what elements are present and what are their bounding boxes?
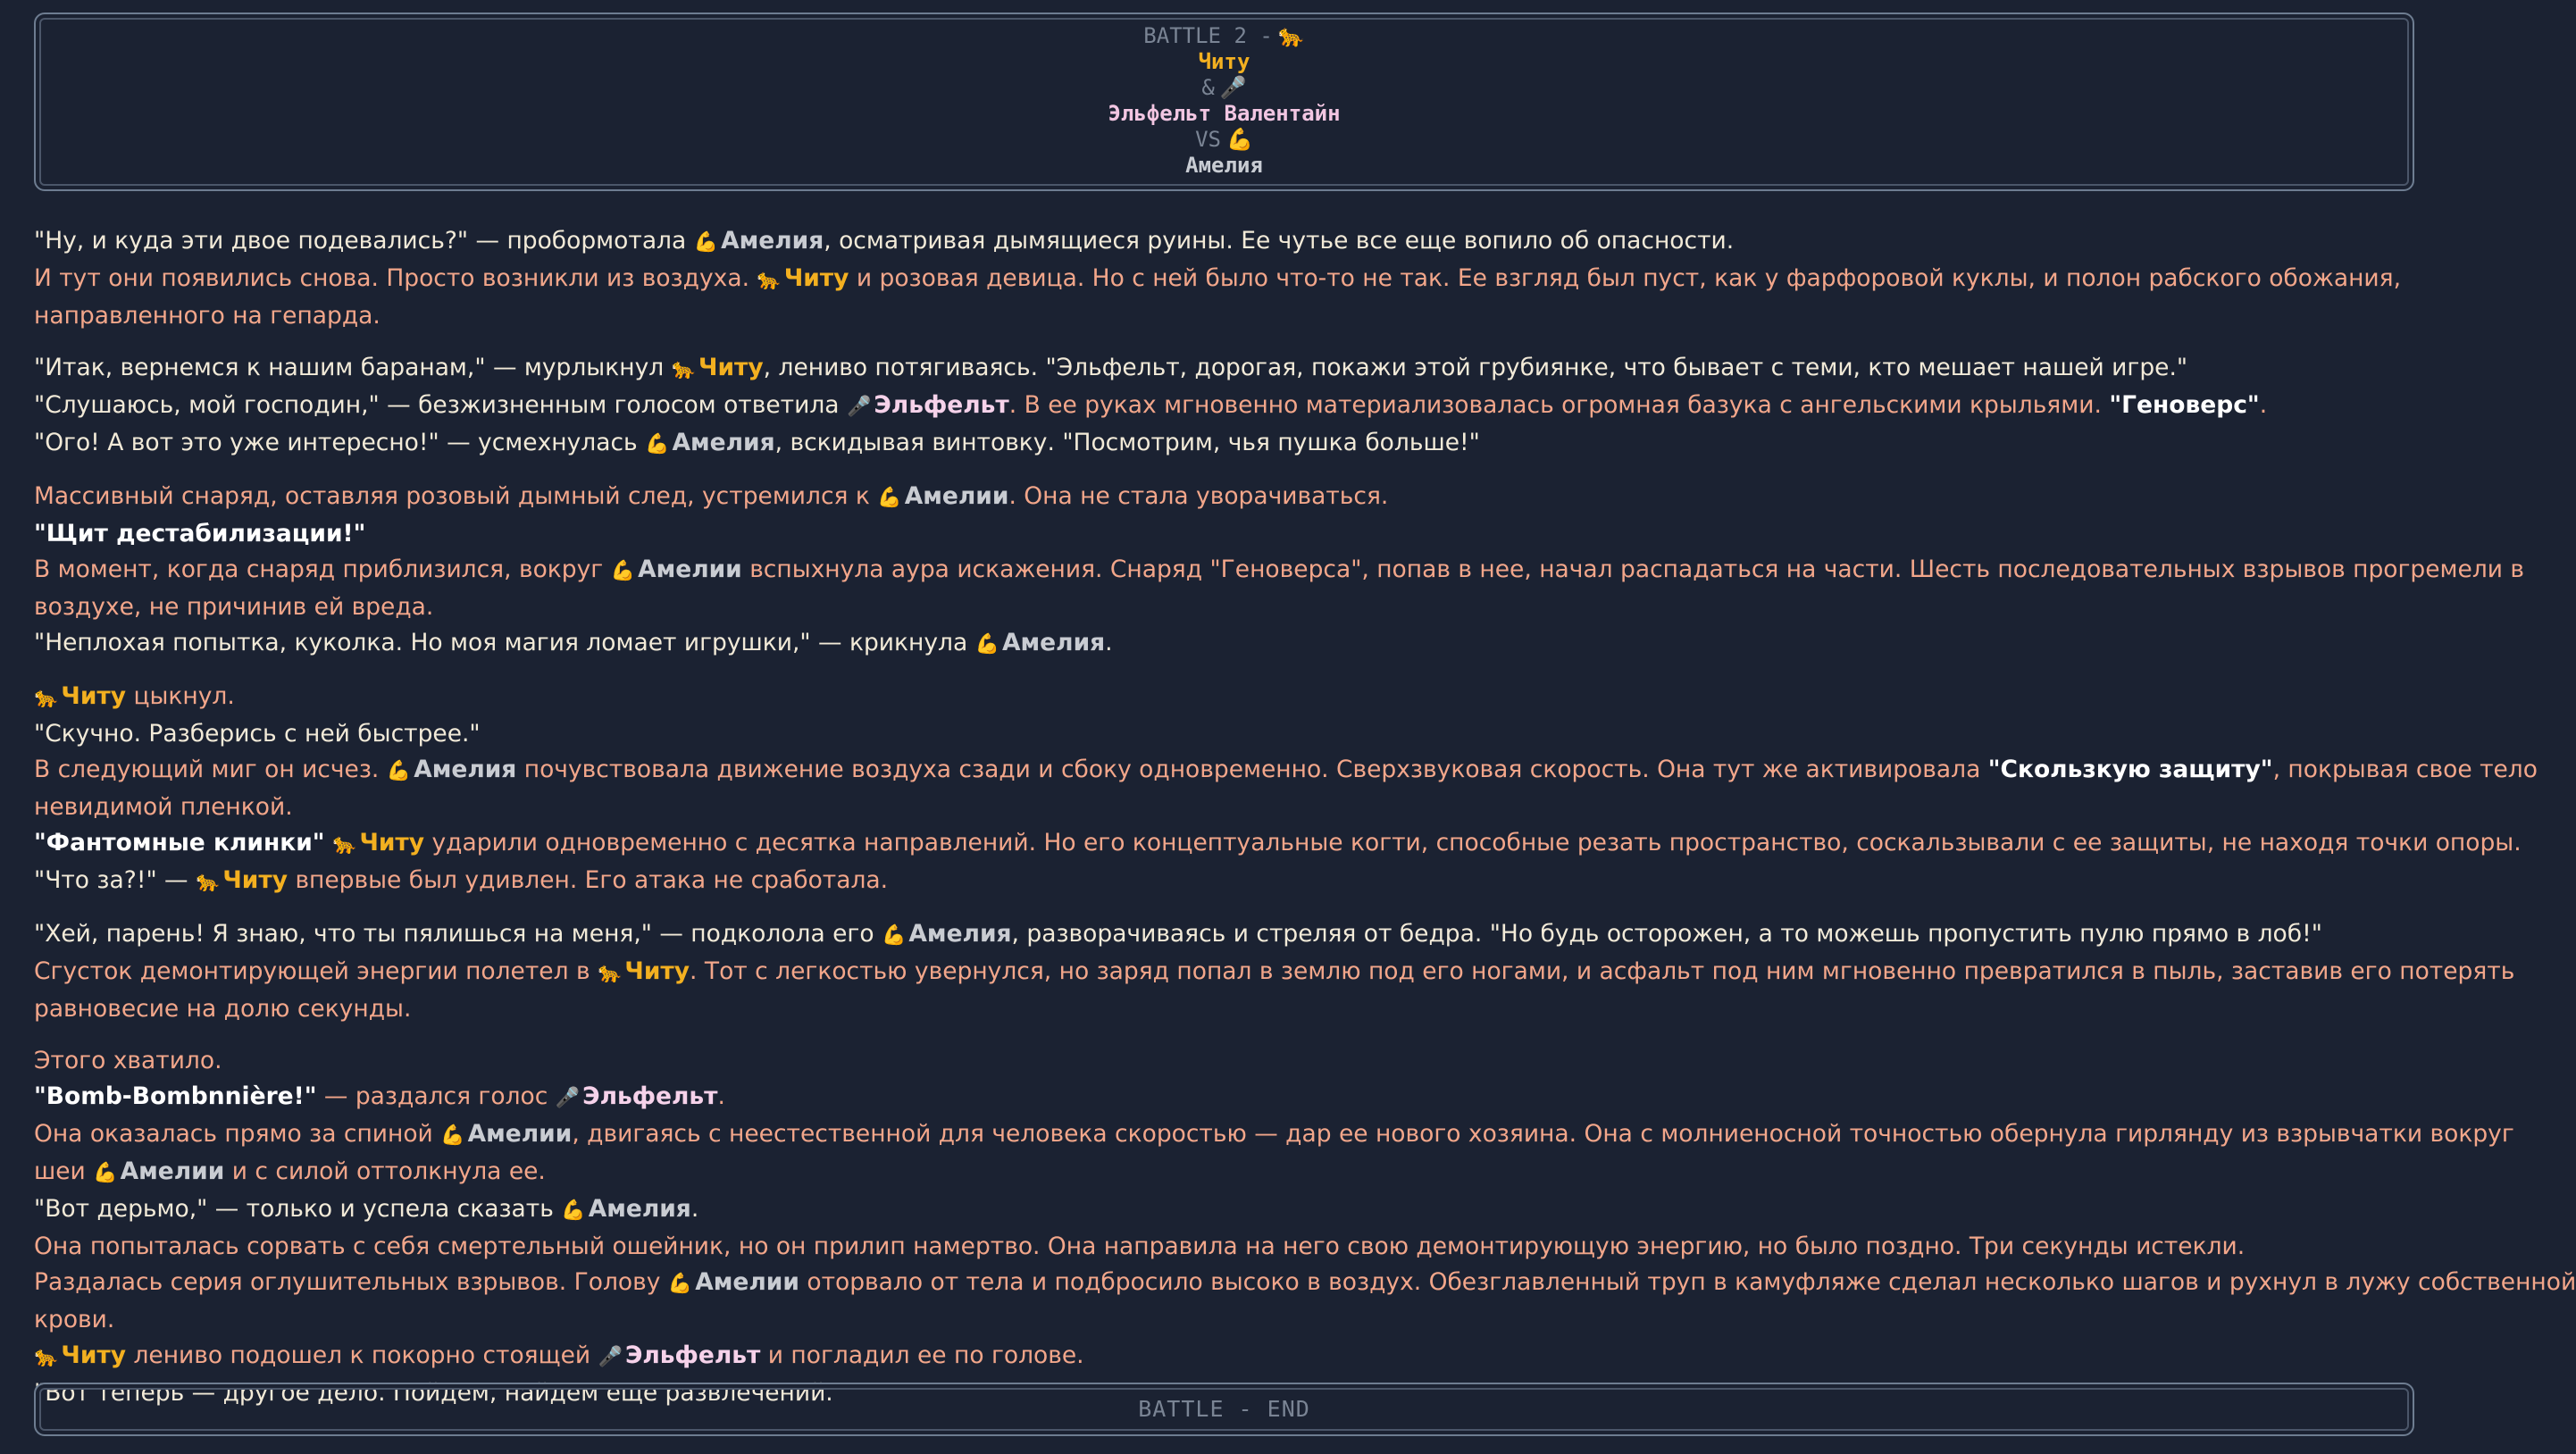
cheetah-name: Читу — [61, 682, 127, 710]
story-text: Она оказалась прямо за спиной — [34, 1120, 441, 1148]
story-text: . Она не стала уворачиваться. — [1008, 482, 1389, 510]
flexed-bicep-icon: 💪 — [610, 560, 636, 582]
story-line — [34, 1338, 2414, 1375]
story-text: Массивный снаряд, оставляя розовый дымный след, устремился к — [34, 482, 878, 510]
elphelt-name: Эльфельт — [874, 391, 1009, 419]
and-line — [36, 75, 2413, 101]
story-text: В момент, когда снаряд приблизился, вокруг — [34, 556, 611, 583]
battle-footer-panel — [34, 1383, 2414, 1436]
battle-label: BATTLE 2 - — [1143, 23, 1273, 48]
story-text: . — [717, 1082, 725, 1110]
story-text: "Итак, вернемся к нашим баранам," — мурлыкнул — [34, 354, 672, 381]
story-text: "Хей, парень! Я знаю, что ты пялишься на меня," — подколола его — [34, 920, 882, 948]
vs-label: VS — [1195, 127, 1221, 152]
story-line — [34, 223, 2414, 261]
amelia-name: Амелии — [120, 1157, 225, 1185]
flexed-bicep-icon: 💪 — [386, 760, 412, 782]
story-text: "Слушаюсь, мой господин," — безжизненным голосом ответила — [34, 391, 847, 419]
amelia-name: Амелия — [672, 429, 775, 456]
story-text: шеи — [34, 1157, 94, 1185]
story-line — [34, 954, 2515, 991]
story-line — [34, 625, 2414, 663]
battle-header-panel — [34, 13, 2414, 191]
vs-line — [36, 127, 2413, 153]
microphone-icon: 🎤 — [1219, 75, 1247, 100]
story-line — [34, 825, 2522, 863]
cheetah-icon: 🐆 — [671, 358, 697, 380]
story-paragraph — [34, 916, 2515, 1027]
story-text: . Тот с легкостью увернулся, но заряд попал в землю под его ногами, и асфальт под ним мгновенно превратился в пыль, заставив его потерять — [690, 957, 2515, 985]
battle-end-label: BATTLE - END — [1138, 1396, 1310, 1422]
story-line: "Скучно. Разберись с ней быстрее." — [34, 720, 481, 748]
fighter2-name: Эльфельт Валентайн — [1108, 101, 1341, 126]
flexed-bicep-icon: 💪 — [561, 1199, 586, 1222]
battle-story — [34, 223, 2576, 1427]
battle-title-line — [36, 23, 2413, 49]
story-text: цыкнул. — [126, 682, 235, 710]
flexed-bicep-icon: 💪 — [974, 633, 1000, 656]
story-line — [34, 552, 2525, 589]
amelia-name: Амелия — [414, 756, 517, 783]
story-text: , осматривая дымящиеся руины. Ее чутье все еще вопило об опасности. — [824, 227, 1735, 255]
story-text: ударили одновременно с десятка направлений. Но его концептуальные когти, способные резать пространство, соскальзывали с ее защиты, не находя точки опоры. — [424, 829, 2522, 857]
story-text: В следующий миг он исчез. — [34, 756, 387, 783]
flexed-bicep-icon: 💪 — [877, 487, 902, 509]
story-line — [34, 679, 2414, 716]
story-text: . В ее руках мгновенно материализовалась огромная базука с ангельскими крыльями. — [1008, 391, 2110, 419]
story-line: Этого хватило. — [34, 1047, 222, 1074]
story-text: оторвало от тела и подбросило высоко в воздух. Обезглавленный труп в камуфляже сделал несколько шагов и рухнул в лужу собственной — [799, 1268, 2576, 1296]
story-text: лениво подошел к покорно стоящей — [126, 1341, 598, 1369]
story-line — [34, 350, 2414, 388]
amelia-name: Амелии — [695, 1268, 799, 1296]
story-text: . — [690, 1195, 699, 1223]
cheetah-icon: 🐆 — [332, 833, 357, 856]
story-paragraph — [34, 350, 2414, 463]
story-line: равновесие на долю секунды. — [34, 995, 412, 1023]
microphone-icon: 🎤 — [598, 1346, 623, 1368]
story-line — [34, 425, 2414, 463]
cheetah-name: Читу — [783, 264, 849, 292]
cheetah-name: Читу — [61, 1341, 127, 1369]
story-text: "Ого! А вот это уже интересно!" — усмехнулась — [34, 429, 646, 456]
flexed-bicep-icon: 💪 — [645, 433, 670, 455]
cheetah-icon: 🐆 — [34, 1346, 59, 1368]
story-paragraph — [34, 1043, 2576, 1411]
flexed-bicep-icon: 💪 — [693, 231, 719, 254]
story-text: — раздался голос — [316, 1082, 556, 1110]
cheetah-name: Читу — [359, 829, 425, 857]
story-line — [34, 1116, 2514, 1154]
story-line: невидимой пленкой. — [34, 793, 293, 821]
story-line — [34, 1191, 2414, 1229]
amelia-name: Амелия — [1002, 629, 1106, 656]
skill-name: "Bomb-Bombnnière!" — [34, 1082, 317, 1110]
story-text: "Что за?!" — — [34, 866, 196, 894]
story-line: направленного на гепарда. — [34, 302, 381, 330]
story-line — [34, 752, 2538, 790]
flexed-bicep-icon: 💪 — [1226, 127, 1253, 152]
story-text: . — [1105, 629, 1113, 656]
skill-name: "Скользкую защиту" — [1987, 756, 2273, 783]
opponent-name: Амелия — [1185, 153, 1263, 178]
weapon-name: "Геноверс" — [2109, 391, 2260, 419]
story-text: И тут они появились снова. Просто возникли из воздуха. — [34, 264, 757, 292]
story-text: , лениво потягиваясь. "Эльфельт, дорогая, покажи этой грубиянке, что бывает с теми, кто мешает нашей игре." — [763, 354, 2188, 381]
story-text: "Неплохая попытка, куколка. Но моя магия ломает игрушки," — крикнула — [34, 629, 975, 656]
story-text: , разворачиваясь и стреляя от бедра. "Но будь осторожен, а то можешь пропустить пулю прямо в лоб!" — [1011, 920, 2322, 948]
story-text: почувствовала движение воздуха сзади и сбоку одновременно. Сверхзвуковая скорость. Она тут же активировала — [516, 756, 1988, 783]
story-line — [34, 479, 2414, 516]
flexed-bicep-icon: 💪 — [667, 1273, 693, 1295]
story-line — [34, 261, 2414, 298]
story-text: и погладил ее по голове. — [760, 1341, 1084, 1369]
cheetah-icon: 🐆 — [1277, 23, 1305, 48]
story-text: "Ну, и куда эти двое подевались?" — пробормотала — [34, 227, 694, 255]
amelia-name: Амелии — [467, 1120, 573, 1148]
story-text: вспыхнула аура искажения. Снаряд "Геноверса", попав в нее, начал распадаться на части. Шесть последовательных взрывов прогремели в — [741, 556, 2525, 583]
story-paragraph — [34, 223, 2414, 334]
story-text: Сгусток демонтирующей энергии полетел в — [34, 957, 598, 985]
amelia-name: Амелия — [721, 227, 824, 255]
story-line — [34, 916, 2414, 954]
story-text — [325, 829, 332, 857]
story-line: крови. — [34, 1306, 115, 1333]
story-line — [34, 1079, 2414, 1116]
cheetah-icon: 🐆 — [598, 962, 623, 984]
amelia-name: Амелия — [908, 920, 1012, 948]
story-line: "Вот теперь — другое дело. Пойдем, найдем еще развлечений." — [34, 1379, 844, 1407]
cheetah-icon: 🐆 — [195, 871, 221, 893]
elphelt-name: Эльфельт — [624, 1341, 761, 1369]
skill-name: "Фантомные клинки" — [34, 829, 325, 857]
fighter1-name: Читу — [1198, 49, 1250, 74]
cheetah-name: Читу — [698, 354, 764, 381]
story-text: , двигаясь с неестественной для человека скоростью — дар ее нового хозяина. Она с молниеносной точностью обернула гирлянду из взрывчатки вокруг — [572, 1120, 2514, 1148]
story-paragraph — [34, 479, 2525, 663]
microphone-icon: 🎤 — [555, 1087, 581, 1109]
microphone-icon: 🎤 — [846, 396, 872, 418]
story-line: Она попыталась сорвать с себя смертельный ошейник, но он прилип намертво. Она направила на него свою демонтирующую энергию, но было поздно. Три секунды истекли. — [34, 1233, 2246, 1260]
story-text: . — [2259, 391, 2268, 419]
story-line — [34, 1265, 2576, 1302]
story-text: , покрывая свое тело — [2272, 756, 2538, 783]
amelia-name: Амелии — [638, 556, 742, 583]
flexed-bicep-icon: 💪 — [440, 1124, 465, 1147]
elphelt-name: Эльфельт — [582, 1082, 718, 1110]
story-text: Раздалась серия оглушительных взрывов. Голову — [34, 1268, 668, 1296]
cheetah-icon: 🐆 — [34, 687, 59, 709]
cheetah-icon: 🐆 — [757, 269, 782, 291]
skill-name: "Щит дестабилизации!" — [34, 520, 366, 547]
story-text: и с силой оттолкнула ее. — [224, 1157, 546, 1185]
story-text: и розовая девица. Но с ней было что-то не так. Ее взгляд был пуст, как у фарфоровой куклы, и полон рабского обожания, — [849, 264, 2402, 292]
story-text: , вскидывая винтовку. "Посмотрим, чья пушка больше!" — [774, 429, 1480, 456]
story-line — [34, 388, 2414, 425]
cheetah-name: Читу — [222, 866, 289, 894]
story-text: "Вот дерьмо," — только и успела сказать — [34, 1195, 562, 1223]
cheetah-name: Читу — [624, 957, 690, 985]
story-line — [34, 863, 2414, 900]
flexed-bicep-icon: 💪 — [882, 924, 907, 947]
story-line: воздухе, не причинив ей вреда. — [34, 593, 434, 621]
flexed-bicep-icon: 💪 — [93, 1162, 118, 1184]
story-text: впервые был удивлен. Его атака не сработала. — [288, 866, 889, 894]
story-line — [34, 1154, 2414, 1191]
amelia-name: Амелия — [588, 1195, 691, 1223]
amelia-name: Амелии — [904, 482, 1009, 510]
and-label: & — [1201, 75, 1215, 100]
story-paragraph — [34, 679, 2538, 900]
